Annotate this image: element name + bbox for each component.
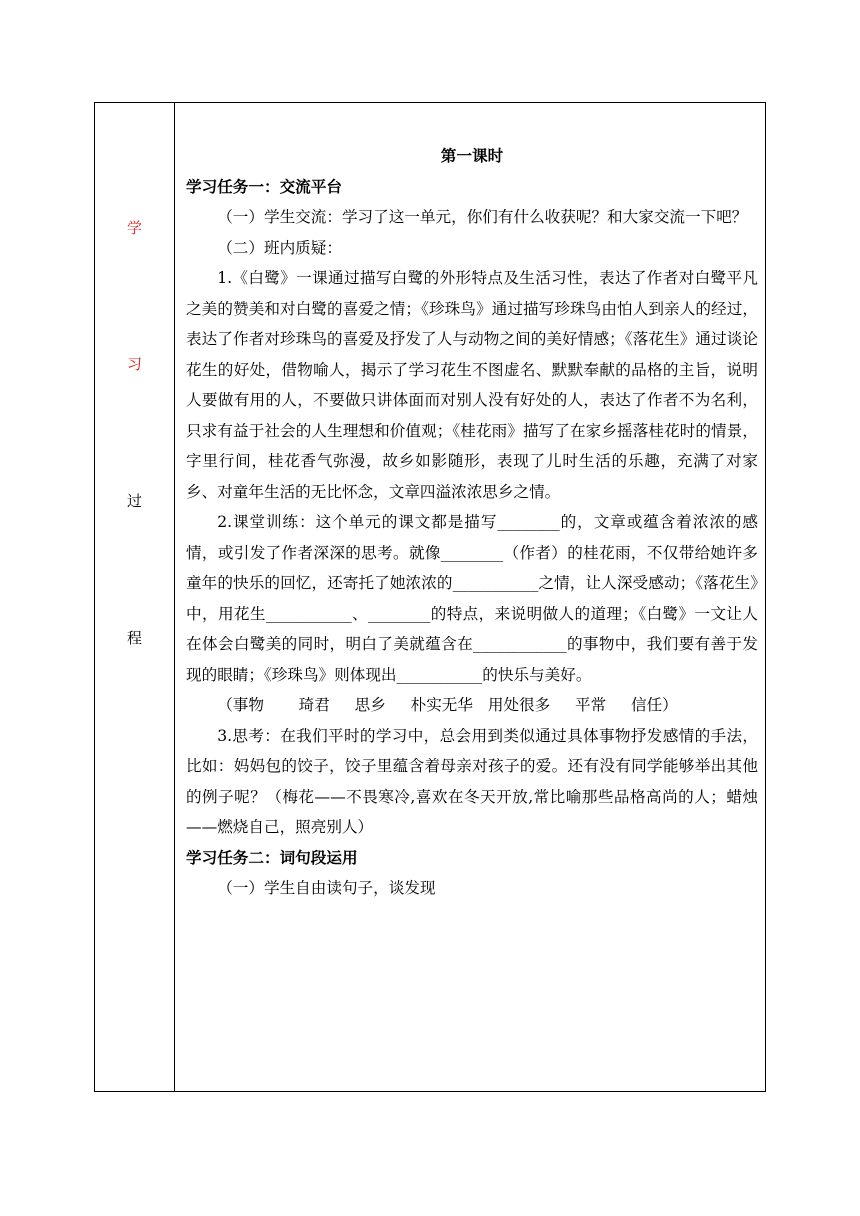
task2-heading: 学习任务二：词句段运用 bbox=[186, 848, 358, 867]
side-label-char-2: 习 bbox=[126, 355, 142, 373]
side-label-char-4: 程 bbox=[126, 629, 142, 647]
student-exchange-paragraph: （一）学生交流：学习了这一单元，你们有什么收获呢？和大家交流一下吧？ bbox=[217, 208, 748, 226]
lesson-title: 第一课时 bbox=[440, 147, 504, 165]
reading-paragraph: （一）学生自由读句子，谈发现 bbox=[217, 879, 436, 897]
summary-paragraph: 1.《白鹭》一课通过描写白鹭的外形特点及生活习性，表达了作者对白鹭平凡之美的赞美和对白鹭的喜爱之情；《珍珠鸟》通过描写珍珠鸟由怕人到亲人的经过，表达了作者对珍珠鸟的喜爱及抒发了人与动物之间的美好情感；《落花生》通过谈论花生的好处，借物喻人，揭示了学习花生不图虚名、默默奉献的品格的主旨，说明人要做有用的人，不要做只讲体面而对别人没有好处的人，表达了作者不为名利，只求有益于社会的人生理想和价值观；《桂花雨》描写了在家乡摇落桂花时的情景，字里行间，桂花香气弥漫，故乡如影随形，表现了儿时生活的乐趣，充满了对家乡、对童年生活的无比怀念，文章四溢浓浓思乡之情。 bbox=[186, 269, 758, 501]
column-divider bbox=[174, 103, 175, 1091]
task1-heading: 学习任务一：交流平台 bbox=[186, 177, 342, 196]
answer-options: （事物 琦君 思乡 朴实无华 用处很多 平常 信任） bbox=[217, 696, 678, 714]
lesson-table bbox=[94, 102, 766, 1092]
lesson-content bbox=[186, 141, 758, 904]
exercise-paragraph: 2.课堂训练：这个单元的课文都是描写________的，文章或蕴含着浓浓的感情，或引发了作者深深的思考。就像________（作者）的桂花雨，不仅带给她许多童年的快乐的回忆，还寄托了她浓浓的___________之情，让人深受感动；《落花生》中，用花生___________、________的特点，来说明做人的道理；《白鹭》一文让人在体会白鹭美的同时，明白了美就蕴含在____________的事物中，我们要有善于发现的眼睛；《珍珠鸟》则体现出___________的快乐与美好。 bbox=[186, 513, 758, 684]
side-label-char-1: 学 bbox=[126, 219, 142, 237]
side-label-char-3: 过 bbox=[126, 492, 142, 510]
class-question-paragraph: （二）班内质疑： bbox=[217, 238, 342, 257]
thinking-paragraph: 3.思考：在我们平时的学习中，总会用到类似通过具体事物抒发感情的手法，比如：妈妈包的饺子，饺子里蕴含着母亲对孩子的爱。还有没有同学能够举出其他的例子呢？（梅花——不畏寒冷,喜欢在冬天开放,常比喻那些品格高尚的人；蜡烛——燃烧自己，照亮别人） bbox=[186, 726, 758, 836]
